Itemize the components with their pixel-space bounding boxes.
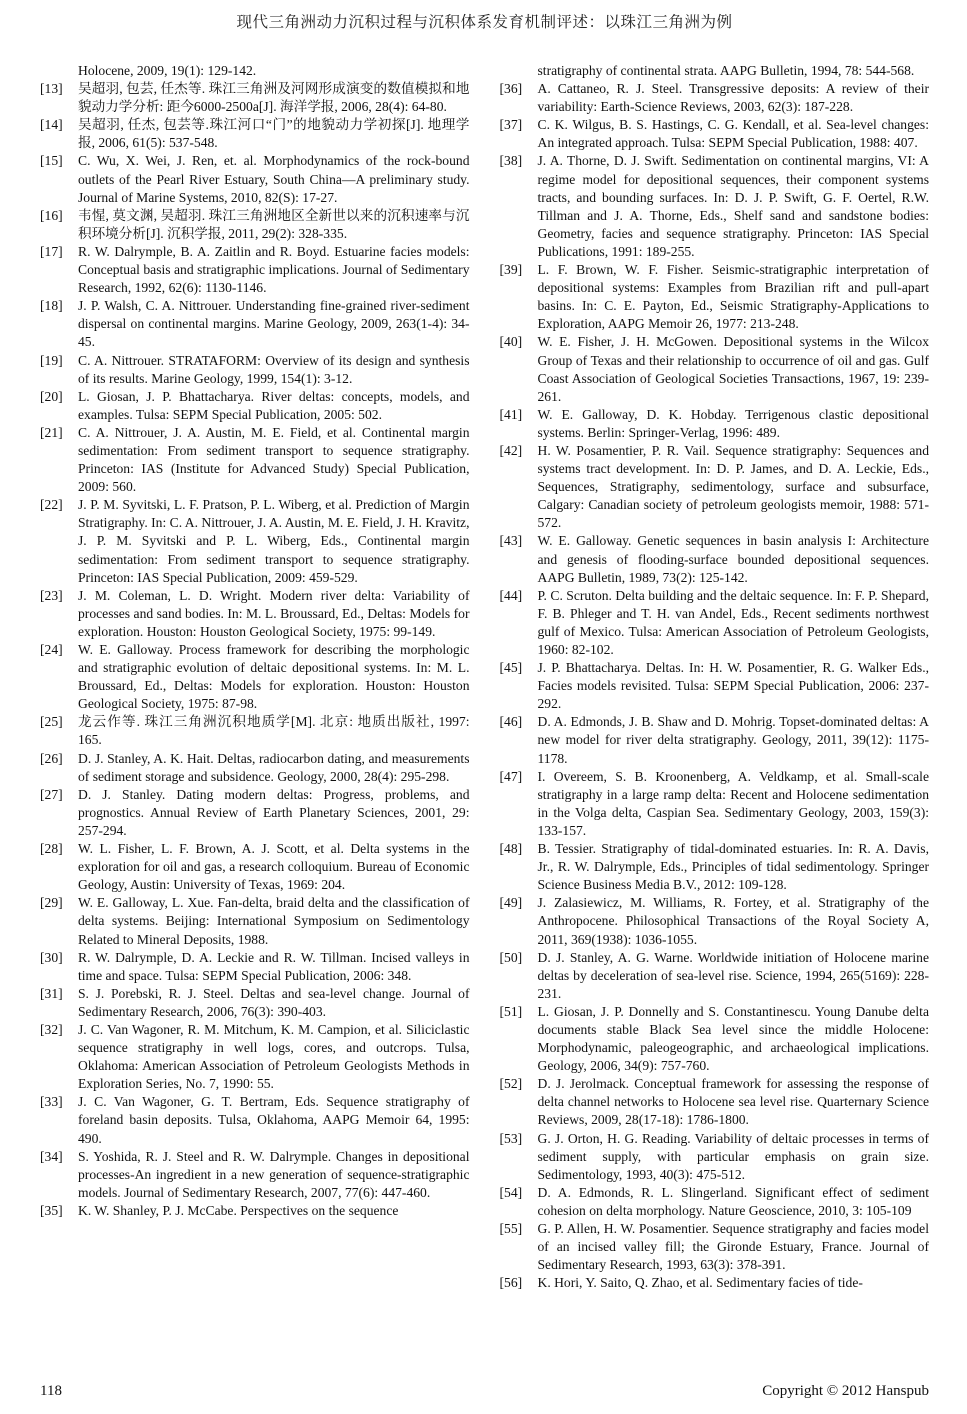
reference-number: [33] — [40, 1094, 63, 1110]
reference-text: G. J. Orton, H. G. Reading. Variability of deltaic processes in terms of sediment supply, with particular emphasis on grain size. Sedimentology, 1993, 40(3): 475-512. — [537, 1130, 929, 1182]
reference-text: H. W. Posamentier, P. R. Vail. Sequence stratigraphy: Sequences and systems tract development. In: D. P. James, and D. A. Leckie, Eds., Sequences, Stratigraphy, sedimentology, surface and subsurface, Calgary: Canadian society of petroleum geologists memoir, 1988: 571-572. — [537, 442, 929, 531]
reference-text: R. W. Dalrymple, D. A. Leckie and R. W. Tillman. Incised valleys in time and space. Tulsa: SEPM Special Publication, 2006: 348. — [78, 949, 470, 983]
reference-text: S. Yoshida, R. J. Steel and R. W. Dalrymple. Changes in depositional processes-An ingredient in a new generation of sequence-stratigraphic models. Journal of Sedimentary Research, 2007, 77(6): 447-460. — [78, 1148, 470, 1200]
reference-number: [52] — [499, 1076, 523, 1092]
reference-number: [55] — [499, 1221, 523, 1236]
reference-text: S. J. Porebski, R. J. Steel. Deltas and sea-level change. Journal of Sedimentary Research, 2006, 76(3): 390-403. — [78, 985, 470, 1019]
copyright-text: Copyright © 2012 Hanspub — [762, 1383, 929, 1399]
reference-text: P. C. Scruton. Delta building and the deltaic sequence. In: F. P. Shepard, F. B. Phleger and T. H. van Andel, Eds., Recent sediments northwest gulf of Mexico. Tulsa: American Association of Petroleum Geologists, 1960: 82-102. — [537, 587, 929, 657]
reference-number: [20] — [40, 388, 63, 404]
reference-item — [500, 1184, 930, 1220]
references-column-right — [500, 62, 930, 1292]
reference-number: [53] — [499, 1130, 523, 1146]
reference-text: J. M. Coleman, L. D. Wright. Modern river delta: Variability of processes and sand bodies. In: M. L. Broussard, Ed., Deltas: Models for exploration. Houston: Houston Geological Society, 1975: 99-149. — [78, 587, 470, 639]
reference-text: J. C. Van Wagoner, R. M. Mitchum, K. M. Campion, et al. Siliciclastic sequence stratigraphy in well logs, cores, and outcrops. Tulsa, Oklahoma: American Association of Petroleum Geologists Methods in Exploration Series, No. 7, 1990: 55. — [78, 1021, 470, 1092]
reference-item — [40, 713, 470, 749]
reference-item — [40, 587, 470, 641]
reference-number: [43] — [499, 533, 523, 549]
running-head — [40, 10, 929, 32]
reference-continuation — [500, 62, 930, 80]
reference-item — [500, 116, 930, 152]
reference-number: [54] — [499, 1184, 523, 1200]
reference-text: D. J. Stanley. Dating modern deltas: Progress, problems, and prognostics. Annual Review of Earth Planetary Sciences, 2001, 29: 257-294. — [78, 786, 470, 838]
reference-item — [500, 1130, 930, 1184]
reference-text: W. E. Galloway, D. K. Hobday. Terrigenous clastic depositional systems. Berlin: Springer-Verlag, 1996: 489. — [537, 406, 929, 440]
reference-text: W. E. Galloway. Genetic sequences in basin analysis I: Architecture and genesis of flooding-surface bounded depositional sequences. AAPG Bulletin, 1989, 73(2): 125-142. — [537, 533, 929, 585]
reference-item — [40, 641, 470, 713]
reference-item — [40, 352, 470, 388]
reference-number: [28] — [40, 841, 63, 857]
reference-number: [56] — [499, 1275, 523, 1291]
reference-item — [500, 261, 930, 333]
reference-number: [39] — [499, 262, 523, 278]
reference-number: [31] — [40, 985, 63, 1001]
reference-text: W. L. Fisher, L. F. Brown, A. J. Scott, et al. Delta systems in the exploration for oil and gas, a research colloquium. Bureau of Economic Geology, Austin: University of Texas, 1969: 204. — [78, 841, 470, 893]
reference-number: [18] — [40, 298, 63, 314]
reference-number: [17] — [40, 243, 63, 259]
reference-item — [40, 116, 470, 152]
reference-number: [24] — [40, 642, 63, 657]
reference-item — [40, 297, 470, 351]
reference-item — [500, 1274, 930, 1292]
reference-text: K. Hori, Y. Saito, Q. Zhao, et al. Sedimentary facies of tide- — [537, 1275, 863, 1291]
reference-text: D. A. Edmonds, J. B. Shaw and D. Mohrig. Topset-dominated deltas: A new model for river delta stratigraphy. Geology, 2011, 39(12): 1175-1178. — [537, 714, 929, 766]
reference-item — [500, 949, 930, 1003]
page-footer — [40, 1383, 929, 1400]
paper-title: 现代三角洲动力沉积过程与沉积体系发育机制评述：以珠江三角洲为例 — [236, 14, 733, 31]
reference-number: [42] — [499, 442, 523, 458]
reference-text: Holocene, 2009, 19(1): 129-142. — [78, 63, 257, 78]
reference-number: [27] — [40, 786, 63, 802]
reference-item — [40, 388, 470, 424]
reference-text: J. Zalasiewicz, M. Williams, R. Fortey, et al. Stratigraphy of the Anthropocene. Philosophical Transactions of the Royal Society A, 2011, 369(1938): 1036-1055. — [537, 895, 929, 947]
reference-text: K. W. Shanley, P. J. McCabe. Perspectives on the sequence — [78, 1202, 399, 1218]
reference-text: L. F. Brown, W. F. Fisher. Seismic-stratigraphic interpretation of depositional systems: Examples from Brazilian rift and pull-apart basins. In: C. E. Payton, Ed., Seismic Stratigraphy-Applications to Exploration, AAPG Memoir 26, 1977: 213-248. — [537, 262, 929, 332]
reference-item — [40, 152, 470, 206]
reference-number: [36] — [499, 81, 523, 97]
reference-number: [37] — [499, 117, 523, 133]
reference-item — [40, 840, 470, 894]
reference-number: [29] — [40, 895, 63, 911]
reference-number: [46] — [499, 714, 523, 730]
reference-text: C. Wu, X. Wei, J. Ren, et. al. Morphodynamics of the rock-bound outlets of the Pearl River Estuary, South China—A preliminary study. Journal of Marine Systems, 2010, 82(S): 17-27. — [78, 153, 470, 205]
reference-number: [34] — [40, 1148, 63, 1164]
reference-item — [40, 80, 470, 116]
reference-number: [16] — [40, 207, 63, 223]
reference-number: [49] — [499, 895, 523, 911]
reference-item — [40, 786, 470, 840]
reference-item — [500, 152, 930, 261]
reference-item — [500, 713, 930, 767]
reference-text: W. E. Fisher, J. H. McGowen. Depositional systems in the Wilcox Group of Texas and their relationship to occurrence of oil and gas. Gulf Coast Association of Geological Societies Transactions, 1967, 19: 239-261. — [537, 334, 929, 404]
reference-text: C. A. Nittrouer, J. A. Austin, M. E. Field, et al. Continental margin sedimentation: From sediment transport to sequence stratigraphy. Princeton: IAS (Institute for Advanced Study) Special Publication, 2009: 560. — [78, 424, 470, 495]
reference-item — [500, 840, 930, 894]
reference-number: [26] — [40, 750, 63, 766]
reference-number: [22] — [40, 497, 63, 513]
reference-text: D. A. Edmonds, R. L. Slingerland. Significant effect of sediment cohesion on delta morphology. Nature Geoscience, 2010, 3: 105-109 — [537, 1184, 929, 1218]
reference-number: [51] — [499, 1003, 523, 1019]
reference-number: [21] — [40, 424, 63, 440]
reference-item — [500, 894, 930, 948]
reference-item — [40, 1148, 470, 1202]
reference-continuation — [40, 62, 470, 80]
reference-number: [38] — [499, 153, 523, 169]
reference-number: [25] — [40, 714, 63, 730]
reference-text: J. C. Van Wagoner, G. T. Bertram, Eds. Sequence stratigraphy of foreland basin deposits. Tulsa, Oklahoma, AAPG Memoir 64, 1995: 490. — [78, 1094, 470, 1146]
reference-item — [500, 587, 930, 659]
reference-number: [19] — [40, 352, 63, 368]
reference-item — [40, 1021, 470, 1093]
reference-text: A. Cattaneo, R. J. Steel. Transgressive deposits: A review of their variability: Earth-Science Reviews, 2003, 62(3): 187-228. — [537, 81, 929, 115]
reference-text: W. E. Galloway, L. Xue. Fan-delta, braid delta and the classification of delta systems. Beijing: International Symposium on Sedimentology Related to Mineral Deposits, 1988. — [78, 895, 470, 947]
reference-item — [40, 949, 470, 985]
reference-item — [500, 333, 930, 405]
reference-item — [500, 768, 930, 840]
reference-text: 韦惺, 莫文渊, 吴超羽. 珠江三角洲地区全新世以来的沉积速率与沉积环境分析[J]. 沉积学报, 2011, 29(2): 328-335. — [78, 207, 470, 241]
reference-number: [40] — [499, 334, 523, 350]
reference-item — [40, 207, 470, 243]
reference-text: 吴超羽, 任杰, 包芸等.珠江河口“门”的地貌动力学初探[J]. 地理学报, 2006, 61(5): 537-548. — [78, 117, 470, 151]
reference-item — [40, 424, 470, 496]
reference-item — [500, 1003, 930, 1075]
reference-text: J. P. Bhattacharya. Deltas. In: H. W. Posamentier, R. G. Walker Eds., Facies models revisited. Tulsa: SEPM Special Publication, 2006: 237-292. — [537, 660, 929, 712]
reference-item — [40, 750, 470, 786]
reference-text: D. J. Stanley, A. G. Warne. Worldwide initiation of Holocene marine deltas by deceleration of sea-level rise. Science, 1994, 265(5169): 228-231. — [537, 949, 929, 1001]
reference-text: J. P. Walsh, C. A. Nittrouer. Understanding fine-grained river-sediment dispersal on continental margins. Marine Geology, 2009, 263(1-4): 34-45. — [78, 298, 470, 350]
reference-text: 龙云作等. 珠江三角洲沉积地质学[M]. 北京: 地质出版社, 1997: 165. — [78, 714, 470, 748]
reference-item — [500, 80, 930, 116]
reference-number: [47] — [499, 768, 523, 784]
reference-text: L. Giosan, J. P. Bhattacharya. River deltas: concepts, models, and examples. Tulsa: SEPM Special Publication, 2005: 502. — [78, 388, 470, 422]
reference-item — [500, 1220, 930, 1274]
references-section — [40, 62, 929, 1292]
reference-text: D. J. Jerolmack. Conceptual framework for assessing the response of delta channel networks to Holocene sea level rise. Quarternary Science Reviews, 2009, 28(17-18): 1786-1800. — [537, 1076, 929, 1128]
reference-item — [40, 243, 470, 297]
reference-number: [14] — [40, 117, 63, 133]
reference-number: [32] — [40, 1021, 63, 1037]
reference-text: C. K. Wilgus, B. S. Hastings, C. G. Kendall, et al. Sea-level changes: An integrated approach. Tulsa: SEPM Special Publication, 1988: 407. — [537, 117, 929, 151]
reference-text: J. P. M. Syvitski, L. F. Pratson, P. L. Wiberg, et al. Prediction of Margin Stratigraphy. In: C. A. Nittrouer, J. A. Austin, M. E. Field, J. H. Kravitz, J. P. M. Syvitski and P. L. Wiberg, Eds., Continental margin sedimentation: From sediment transport to sequence stratigraphy. Princeton: IAS Special Publication, 2009: 459-529. — [78, 497, 470, 585]
reference-number: [15] — [40, 153, 63, 169]
reference-item — [500, 532, 930, 586]
reference-number: [13] — [40, 81, 63, 97]
reference-item — [40, 1202, 470, 1220]
reference-text: stratigraphy of continental strata. AAPG Bulletin, 1994, 78: 544-568. — [537, 63, 915, 78]
reference-item — [500, 442, 930, 532]
reference-item — [500, 659, 930, 713]
reference-text: C. A. Nittrouer. STRATAFORM: Overview of its design and synthesis of its results. Marine Geology, 1999, 154(1): 3-12. — [78, 352, 470, 386]
reference-item — [40, 1093, 470, 1147]
reference-number: [44] — [499, 587, 523, 603]
reference-item — [500, 406, 930, 442]
reference-item — [40, 985, 470, 1021]
reference-text: I. Overeem, S. B. Kroonenberg, A. Veldkamp, et al. Small-scale stratigraphy in a large ramp delta: Recent and Holocene sedimentation in the Volga delta, Caspian Sea. Sedimentary Geology, 2003, 159(3): 133-157. — [537, 768, 929, 838]
references-column-left — [40, 62, 470, 1292]
reference-number: [48] — [499, 841, 523, 857]
reference-text: W. E. Galloway. Process framework for describing the morphologic and stratigraphic evolution of deltaic depositional systems. In: M. L. Broussard, Ed., Deltas: Models for exploration. Houston: Houston Geological Society, 1975: 87-98. — [78, 642, 470, 712]
reference-number: [50] — [499, 949, 523, 965]
reference-item — [40, 894, 470, 948]
reference-text: D. J. Stanley, A. K. Hait. Deltas, radiocarbon dating, and measurements of sediment storage and subsidence. Geology, 2000, 28(4): 295-298. — [78, 750, 470, 784]
reference-number: [30] — [40, 949, 63, 965]
reference-text: G. P. Allen, H. W. Posamentier. Sequence stratigraphy and facies model of an incised valley fill; the Gironde Estuary, France. Journal of Sedimentary Research, 1993, 63(3): 378-391. — [537, 1221, 929, 1273]
page-number: 118 — [40, 1383, 62, 1399]
reference-text: B. Tessier. Stratigraphy of tidal-dominated estuaries. In: R. A. Davis, Jr., R. W. Dalrymple, Eds., Principles of tidal sedimentology. Springer Science Business Media B.V., 2012: 109-128. — [537, 841, 929, 893]
reference-number: [35] — [40, 1202, 63, 1218]
reference-text: 吴超羽, 包芸, 任杰等. 珠江三角洲及河网形成演变的数值模拟和地貌动力学分析: 距今6000-2500a[J]. 海洋学报, 2006, 28(4): 64-80. — [78, 81, 470, 115]
reference-item — [500, 1075, 930, 1129]
reference-number: [41] — [499, 406, 523, 422]
reference-text: R. W. Dalrymple, B. A. Zaitlin and R. Boyd. Estuarine facies models: Conceptual basis and stratigraphic implications. Journal of Sedimentary Research, 1992, 62(6): 1130-1146. — [78, 243, 470, 296]
reference-number: [45] — [499, 660, 523, 676]
reference-item — [40, 496, 470, 586]
reference-text: L. Giosan, J. P. Donnelly and S. Constantinescu. Young Danube delta documents stable Black Sea level since the middle Holocene: Morphodynamic, paleogeographic, and archaeological implications. Geology, 2006, 34(9): 757-760. — [537, 1003, 929, 1074]
reference-number: [23] — [40, 587, 63, 603]
reference-text: J. A. Thorne, D. J. Swift. Sedimentation on continental margins, VI: A regime model for depositional sequences, their component systems tracts, and bounding surfaces. In: D. J. P. Swift, G. F. Oertel, R.W. Tillman and J. A. Thorne, Eds., Shelf sand and sandstone bodies: Geometry, facies and sequence stratigraphy. Princeton: IAS Special Publications, 1991: 189-255. — [537, 153, 929, 259]
